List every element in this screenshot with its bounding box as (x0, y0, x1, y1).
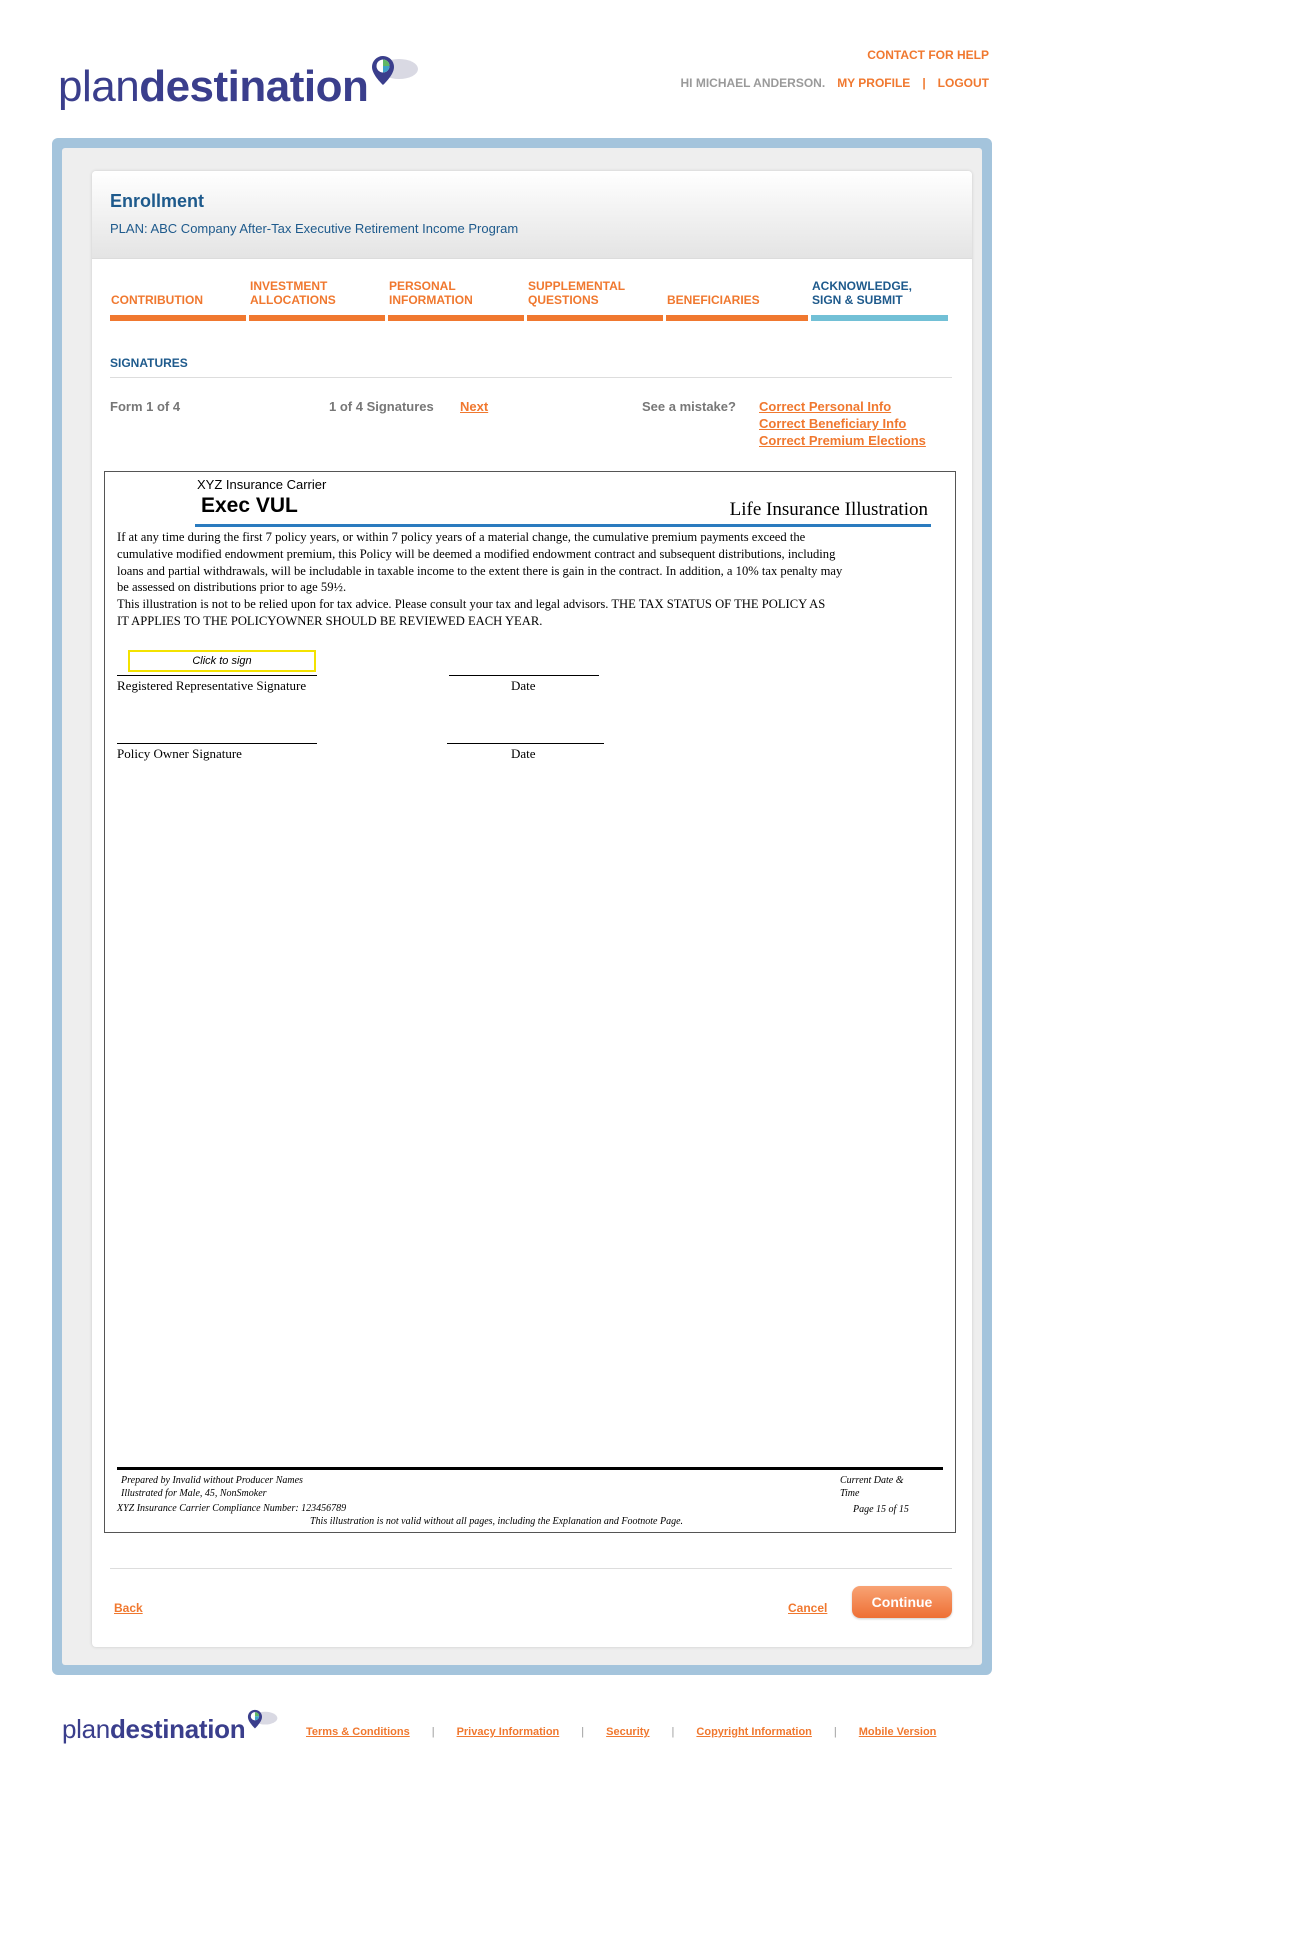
correct-premium-elections-link[interactable]: Correct Premium Elections (759, 433, 926, 448)
brand-logo[interactable] (58, 52, 419, 112)
body-line: cumulative modified endowment premium, this Policy will be deemed a modified endowment contract and subsequent distributions, including (117, 546, 836, 561)
owner-signature-label: Policy Owner Signature (117, 746, 242, 761)
privacy-link[interactable]: Privacy Information (456, 1726, 560, 1738)
divider (110, 1568, 952, 1569)
rep-signature-label: Registered Representative Signature (117, 678, 307, 693)
body-line: be assessed on distributions prior to age 59½. (117, 580, 347, 595)
progress-steps (110, 279, 952, 321)
body-line: loans and partial withdrawals, will be includable in taxable income to the extent there is gain in the contract. In addition, a 10% tax penalty may (117, 563, 843, 578)
footer-links (306, 1726, 936, 1738)
step-contribution[interactable] (110, 279, 246, 321)
correct-beneficiary-info-link[interactable]: Correct Beneficiary Info (759, 416, 907, 431)
owner-date-line (447, 743, 604, 744)
step-acknowledge-sign-submit[interactable] (811, 279, 948, 321)
footer-compliance: XYZ Insurance Carrier Compliance Number: 123456789 (117, 1503, 347, 1514)
next-signature-link[interactable]: Next (460, 399, 489, 414)
body-line: This illustration is not to be relied upon for tax advice. Please consult your tax and legal advisors. THE TAX STATUS OF THE POLICY AS (117, 597, 826, 612)
map-pin-pie-icon (246, 1707, 278, 1737)
terms-link[interactable]: Terms & Conditions (306, 1726, 410, 1738)
step-label: PERSONAL INFORMATION (389, 279, 473, 307)
mistake-prompt: See a mistake? (642, 399, 736, 414)
security-link[interactable]: Security (606, 1726, 650, 1738)
section-title: SIGNATURES (110, 356, 188, 370)
back-link[interactable]: Back (114, 1601, 143, 1615)
footer-validity: This illustration is not valid without all pages, including the Explanation and Footnote Page. (310, 1516, 684, 1527)
user-menu (681, 76, 990, 90)
step-supplemental-questions[interactable] (527, 279, 663, 321)
brand-plan: plan (58, 62, 140, 111)
footer-page-number: Page 15 of 15 (853, 1504, 909, 1515)
divider (110, 377, 952, 378)
step-investment-allocations[interactable] (249, 279, 385, 321)
body-line: IT APPLIES TO THE POLICYOWNER SHOULD BE REVIEWED EACH YEAR. (117, 613, 543, 628)
copyright-link[interactable]: Copyright Information (696, 1726, 812, 1738)
brand-destination: destination (109, 1714, 246, 1744)
step-label: SUPPLEMENTAL QUESTIONS (528, 279, 626, 307)
footer-separator: | (671, 1726, 675, 1738)
body-line: If at any time during the first 7 policy years, or within 7 policy years of a material change, the cumulative premium payments exceed the (117, 530, 806, 544)
click-to-sign-button[interactable]: Click to sign (128, 650, 316, 672)
enrollment-card (92, 171, 972, 1647)
user-greeting: HI MICHAEL ANDERSON. (680, 76, 826, 90)
step-beneficiaries[interactable] (666, 279, 808, 321)
rep-date-label: Date (511, 678, 536, 693)
brand-destination: destination (139, 62, 369, 111)
continue-button[interactable]: Continue (852, 1586, 952, 1618)
footer-date-line1: Current Date & (840, 1475, 904, 1486)
menu-separator: | (922, 76, 926, 90)
step-label: CONTRIBUTION (111, 293, 203, 307)
cancel-link[interactable]: Cancel (788, 1601, 828, 1615)
map-pin-pie-icon (369, 52, 419, 98)
rep-date-line (449, 675, 599, 676)
correct-personal-info-link[interactable]: Correct Personal Info (759, 399, 892, 414)
step-label: BENEFICIARIES (667, 293, 760, 307)
document-body (117, 529, 927, 630)
card-header (92, 171, 972, 259)
content-background (62, 148, 982, 1665)
footer-date-line2: Time (840, 1488, 860, 1499)
document-title: Life Insurance Illustration (729, 499, 928, 520)
correction-links (759, 398, 926, 449)
document-footer-rule (117, 1467, 943, 1470)
plan-name: PLAN: ABC Company After-Tax Executive Retirement Income Program (110, 221, 519, 236)
document-viewer[interactable] (104, 471, 956, 1533)
footer-illustrated: Illustrated for Male, 45, NonSmoker (121, 1488, 267, 1499)
content-frame (52, 138, 992, 1675)
step-label: ACKNOWLEDGE, SIGN & SUBMIT (812, 279, 912, 307)
owner-signature-line (117, 743, 317, 744)
step-personal-information[interactable] (388, 279, 524, 321)
signature-counter: 1 of 4 Signatures (329, 399, 434, 414)
footer-logo[interactable] (62, 1707, 278, 1745)
contact-help-link[interactable]: CONTACT FOR HELP (867, 48, 989, 62)
footer-separator: | (581, 1726, 585, 1738)
document-carrier: XYZ Insurance Carrier (197, 477, 327, 492)
form-counter: Form 1 of 4 (110, 399, 181, 414)
footer-prepared: Prepared by Invalid without Producer Names (121, 1475, 303, 1486)
document-product: Exec VUL (201, 494, 298, 517)
rep-signature-line (117, 675, 317, 676)
step-label: INVESTMENT ALLOCATIONS (250, 279, 336, 307)
mobile-version-link[interactable]: Mobile Version (858, 1726, 937, 1738)
footer-separator: | (431, 1726, 435, 1738)
page-title: Enrollment (110, 191, 205, 211)
my-profile-link[interactable]: MY PROFILE (837, 76, 911, 90)
owner-date-label: Date (511, 746, 536, 761)
brand-plan: plan (62, 1714, 110, 1744)
document-title-rule (195, 524, 931, 527)
logout-link[interactable]: LOGOUT (937, 76, 989, 90)
footer-separator: | (833, 1726, 837, 1738)
